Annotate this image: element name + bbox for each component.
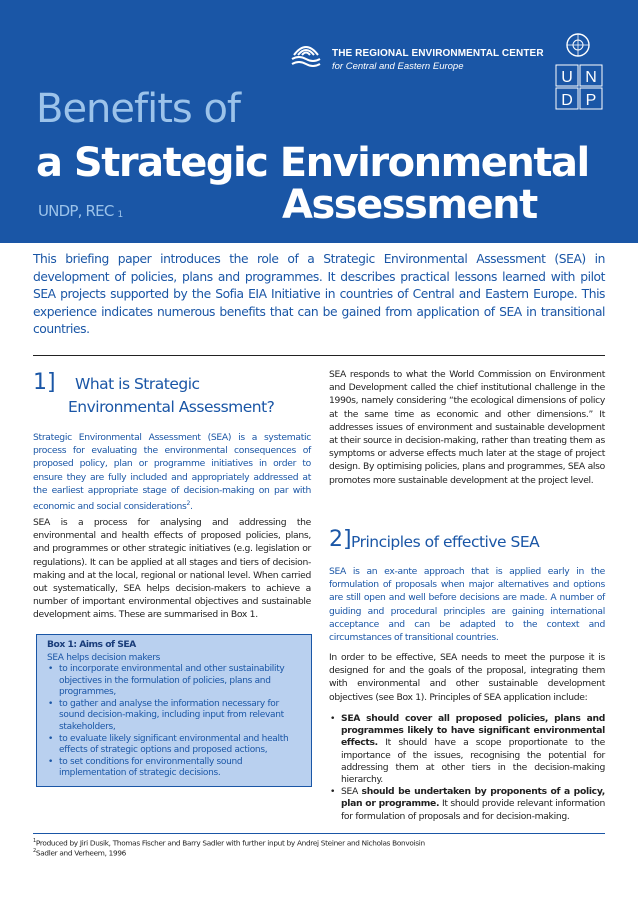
title-line-1: Benefits of	[36, 86, 240, 132]
section-2-body: In order to be effective, SEA needs to meet the purpose it is designed for and the goals of the proposal, integrating them with environmental and other sustainable development objectives (see Box 1). Principles of SEA application include:	[329, 652, 605, 703]
box-1-item: • to set conditions for environmentally sound implementation of strategic decisions.	[47, 757, 303, 780]
box-1-aims	[36, 634, 312, 787]
title-line-3: Assessment	[282, 182, 537, 228]
undp-letter-u: U	[561, 69, 573, 86]
box-1-list	[47, 664, 303, 780]
undp-logo-icon	[553, 32, 603, 110]
principle-post: It should have a scope proportionate to the importance of the issues, recognising the potential for addressing them at other tiers in the decision-making hierarchy.	[341, 737, 605, 786]
box-1-item: • to evaluate likely significant environmental and health effects of strategic options and proposed actions,	[47, 734, 303, 757]
authors-footnote-mark: 1	[117, 210, 123, 220]
org-name: THE REGIONAL ENVIRONMENTAL CENTER	[332, 48, 544, 59]
principle-post: It should provide relevant information for formulation of proposals and for decision-making.	[341, 798, 605, 822]
footnote-divider	[33, 833, 605, 834]
footnote-1-mark: 1	[33, 838, 36, 844]
title-line-2: a Strategic Environmental	[36, 140, 589, 186]
header-banner	[0, 0, 638, 243]
section-2-principles-list	[329, 713, 605, 823]
box-1-item: • to incorporate environmental and other sustainability objectives in the formulation of policies, plans and programmes,	[47, 664, 303, 699]
footnote-1	[33, 838, 425, 847]
footnote-2	[33, 848, 126, 857]
section-2-number: 2]	[329, 527, 352, 552]
section-1-number: 1]	[33, 370, 56, 395]
footnote-1-text: Produced by Jiri Dusik, Thomas Fischer and Barry Sadler with further input by Andrej Steiner and Nicholas Bonvoisin	[35, 838, 425, 848]
authors-text: UNDP, REC	[38, 202, 114, 220]
undp-letter-n: N	[585, 69, 597, 86]
divider	[33, 355, 605, 356]
principle-item	[329, 713, 605, 786]
box-1-item: • to gather and analyse the information necessary for sound decision-making, including input from relevant stakeholders,	[47, 699, 303, 734]
section-1-heading-line-1: What is Strategic	[75, 375, 200, 393]
principle-item	[329, 786, 605, 823]
box-1-subtitle: SEA helps decision makers	[47, 653, 160, 663]
principle-pre: SEA	[341, 786, 362, 798]
section-1-right-paragraph: SEA responds to what the World Commission on Environment and Development called the chief institutional challenge in the 1990s, namely considering “the ecological dimensions of policy at the same time as economic and other dimensions.” It addresses issues of environment and sustainable development at their source in decision-making, rather than treating them as symptoms or adverse effects much later at the stage of project design. By optimising policies, plans and programmes, SEA also promotes more sustainable development at the project level.	[329, 369, 605, 486]
rec-logo-icon	[288, 37, 324, 69]
section-1-lead-end: .	[190, 501, 193, 513]
section-2-lead: SEA is an ex-ante approach that is applied early in the formulation of proposals when major alternatives and options are still open and well before decisions are made. A number of guiding and procedural principles are gaining international acceptance and can be adapted to the context and circumstances of transitional countries.	[329, 566, 605, 644]
undp-letter-d: D	[561, 92, 573, 109]
principle-bold: SEA should cover all proposed policies, plans and programmes likely to have significant environmental effects.	[341, 713, 605, 749]
box-1-title: Box 1: Aims of SEA	[47, 639, 136, 650]
section-2-heading: Principles of effective SEA	[351, 533, 540, 551]
footnote-2-text: Sadler and Verheem, 1996	[35, 848, 127, 858]
authors	[38, 202, 122, 220]
intro-paragraph: This briefing paper introduces the role of a Strategic Environmental Assessment (SEA) in development of policies, plans and programmes. It describes practical lessons learned with pilot SEA projects supported by the Sofia EIA Initiative in countries of Central and Eastern Europe. This experience indicates numerous benefits that can be gained from application of SEA in transitional countries.	[33, 252, 605, 336]
footnote-mark-2: 2	[186, 500, 191, 508]
org-subtitle: for Central and Eastern Europe	[332, 61, 464, 72]
section-1-lead	[33, 431, 311, 513]
section-1-lead-text: Strategic Environmental Assessment (SEA) is a systematic process for evaluating the environmental consequences of proposed policy, plan or programme initiatives in order to ensure they are fully included and appropriately addressed at the earliest appropriate stage of decision-making on par with economic and social considerations	[33, 432, 311, 513]
section-1-heading-line-2: Environmental Assessment?	[68, 398, 275, 416]
undp-letter-p: P	[585, 92, 597, 109]
section-1-body: SEA is a process for analysing and addressing the environmental and health effects of proposed policies, plans, and programmes or other strategic initiatives (e.g. legislation or regulations). It can be applied at all stages and tiers of decision-making and at the local, regional or national level. When carried out systematically, SEA helps decision-makers to achieve a number of important environmental objectives and sustainable development aims. These are summarised in Box 1.	[33, 517, 311, 621]
footnote-2-mark: 2	[33, 848, 36, 854]
principle-bold: should be undertaken by proponents of a policy, plan or programme.	[341, 786, 605, 810]
